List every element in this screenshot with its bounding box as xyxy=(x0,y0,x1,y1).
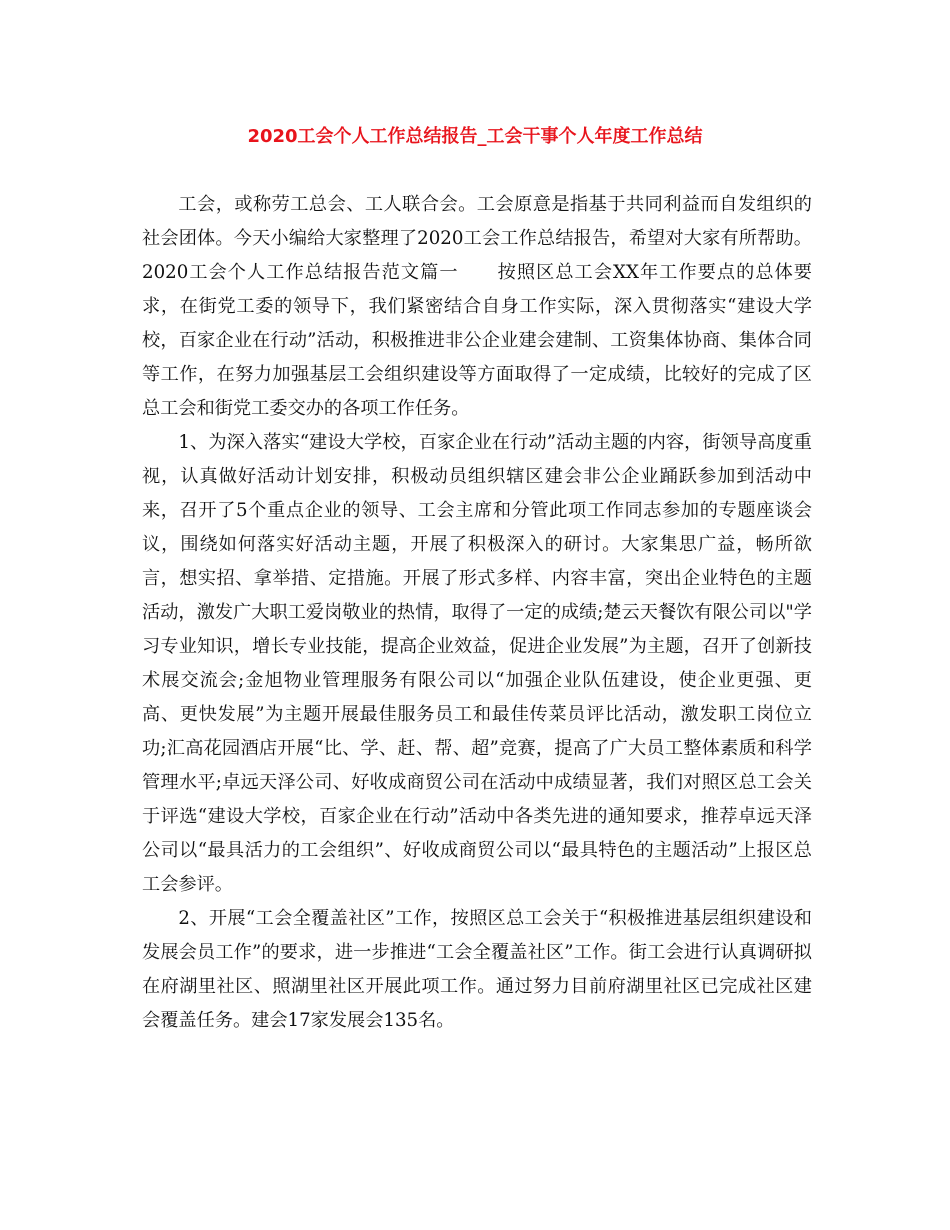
body-paragraph-2: 2、开展“工会全覆盖社区”工作，按照区总工会关于“积极推进基层组织建设和发展会员工作”的要求，进一步推进“工会全覆盖社区”工作。街工会进行认真调研拟在府湖里社区、照湖里社区开展此项工作。通过努力目前府湖里社区已完成社区建会覆盖任务。建会17家发展会135名。 xyxy=(142,908,812,1031)
body-paragraph-1: 1、为深入落实“建设大学校，百家企业在行动”活动主题的内容，街领导高度重视，认真做好活动计划安排，积极动员组织辖区建会非公企业踊跃参加到活动中来，召开了5个重点企业的领导、工会主席和分管此项工作同志参加的专题座谈会议，围绕如何落实好活动主题，开展了积极深入的研讨。大家集思广益，畅所欲言，想实招、拿举措、定措施。开展了形式多样、内容丰富，突出企业特色的主题活动，激发广大职工爱岗敬业的热情，取得了一定的成绩;楚云天餐饮有限公司以"学习专业知识，增长专业技能，提高企业效益，促进企业发展”为主题，召开了创新技术展交流会;金旭物业管理服务有限公司以“加强企业队伍建设，使企业更强、更高、更快发展”为主题开展最佳服务员工和最佳传菜员评比活动，激发职工岗位立功;汇高花园酒店开展“比、学、赶、帮、超”竞赛，提高了广大员工整体素质和科学管理水平;卓远天泽公司、好收成商贸公司在活动中成绩显著，我们对照区总工会关于评选“建设大学校，百家企业在行动”活动中各类先进的通知要求，推荐卓远天泽公司以“最具活力的工会组织”、好收成商贸公司以“最具特色的主题活动”上报区总工会参评。 xyxy=(142,432,812,895)
document-title: 2020工会个人工作总结报告_工会干事个人年度工作总结 xyxy=(247,126,703,147)
intro-text-part1: 工会，或称劳工总会、工人联合会。工会原意是指基于共同利益而自发组织的社会团体。今天小编给大家整理了2020工会工作总结报告，希望对大家有所帮助。2020工会个人工作总结报告范文篇一 xyxy=(142,194,812,283)
intro-paragraph xyxy=(142,188,812,426)
document-body xyxy=(142,188,812,1038)
intro-text-part2: 按照区总工会XX年工作要点的总体要求，在街党工委的领导下，我们紧密结合自身工作实际，深入贯彻落实“建设大学校，百家企业在行动”活动，积极推进非公企业建会建制、工资集体协商、集体合同等工作，在努力加强基层工会组织建设等方面取得了一定成绩，比较好的完成了区总工会和街党工委交办的各项工作任务。 xyxy=(142,262,812,419)
